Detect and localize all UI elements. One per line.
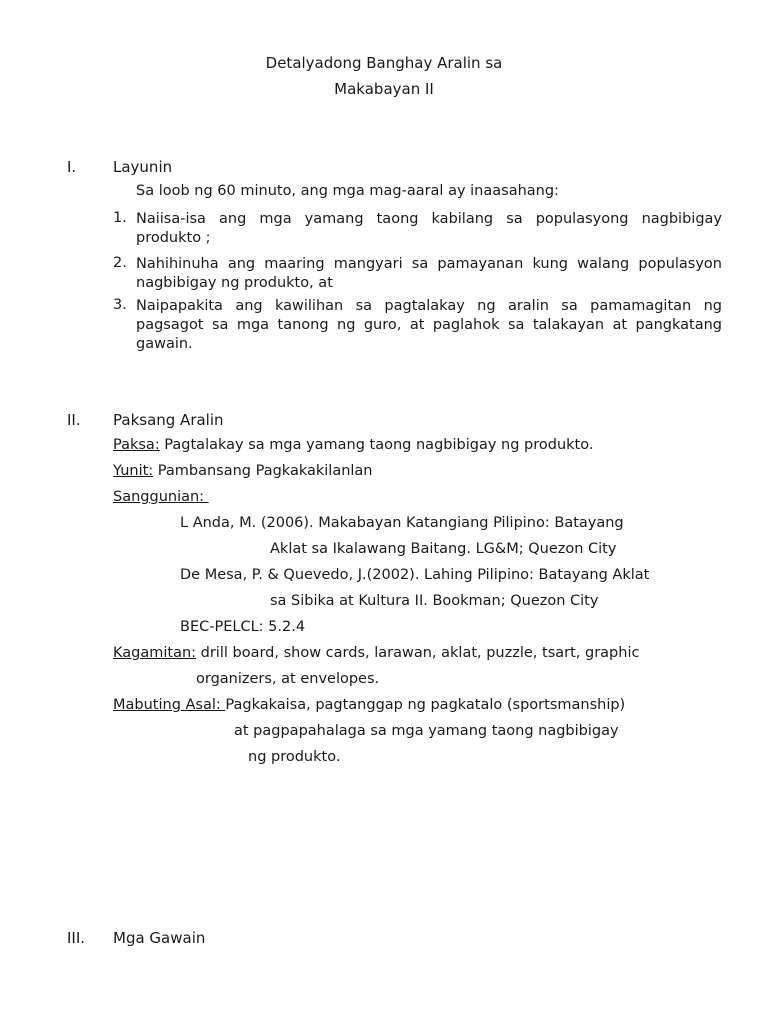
kagamitan-line bbox=[113, 645, 639, 661]
sanggunian-label: Sanggunian: bbox=[113, 489, 209, 505]
paksa-value: Pagtalakay sa mga yamang taong nagbibigay ng produkto. bbox=[159, 437, 594, 453]
objective-number: 3. bbox=[113, 297, 127, 313]
document-title-line1: Detalyadong Banghay Aralin sa bbox=[265, 54, 503, 72]
objective-number: 2. bbox=[113, 255, 127, 271]
reference-line1: De Mesa, P. & Quevedo, J.(2002). Lahing Pilipino: Batayang Aklat bbox=[180, 567, 650, 583]
sanggunian-line bbox=[113, 489, 209, 505]
mabuting-asal-label: Mabuting Asal: bbox=[113, 697, 226, 713]
section2-numeral: II. bbox=[67, 411, 81, 429]
paksa-line bbox=[113, 437, 593, 453]
yunit-value: Pambansang Pagkakakilanlan bbox=[153, 463, 373, 479]
kagamitan-value: drill board, show cards, larawan, aklat, puzzle, tsart, graphic bbox=[196, 645, 640, 661]
objective-text: Naipapakita ang kawilihan sa pagtalakay ng aralin sa pamamagitan ng pagsagot sa mga tanong ng guro, at paglahok sa talakayan at pangkatang gawain. bbox=[136, 298, 722, 352]
section3-heading: Mga Gawain bbox=[113, 929, 206, 947]
yunit-line bbox=[113, 463, 373, 479]
reference-line2: Aklat sa Ikalawang Baitang. LG&M; Quezon City bbox=[270, 541, 617, 557]
mabuting-asal-value: Pagkakaisa, pagtanggap ng pagkatalo (sportsmanship) bbox=[225, 697, 626, 713]
mabuting-asal-line2: at pagpapahalaga sa mga yamang taong nagbibigay bbox=[234, 723, 619, 739]
section1-intro: Sa loob ng 60 minuto, ang mga mag-aaral ay inaasahang: bbox=[136, 183, 559, 199]
objective-text: Naiisa-isa ang mga yamang taong kabilang sa populasyong nagbibigay produkto ; bbox=[136, 211, 722, 246]
reference-line2: sa Sibika at Kultura II. Bookman; Quezon City bbox=[270, 593, 599, 609]
objective-text: Nahihinuha ang maaring mangyari sa pamayanan kung walang populasyon nagbibigay ng produkto, at bbox=[136, 256, 722, 291]
kagamitan-label: Kagamitan: bbox=[113, 645, 197, 661]
mabuting-asal-line3: ng produkto. bbox=[248, 749, 341, 765]
section3-numeral: III. bbox=[67, 929, 86, 947]
section2-heading: Paksang Aralin bbox=[113, 411, 224, 429]
section1-heading: Layunin bbox=[113, 158, 173, 176]
document-title-line2: Makabayan II bbox=[334, 80, 434, 98]
reference-line1: L Anda, M. (2006). Makabayan Katangiang Pilipino: Batayang bbox=[180, 515, 624, 531]
section1-numeral: I. bbox=[67, 158, 77, 176]
objective-number: 1. bbox=[113, 210, 127, 226]
mabuting-asal-line bbox=[113, 697, 625, 713]
kagamitan-line2: organizers, at envelopes. bbox=[196, 671, 380, 687]
bec-pelcl: BEC-PELCL: 5.2.4 bbox=[180, 619, 306, 635]
yunit-label: Yunit: bbox=[113, 463, 154, 479]
paksa-label: Paksa: bbox=[113, 437, 160, 453]
